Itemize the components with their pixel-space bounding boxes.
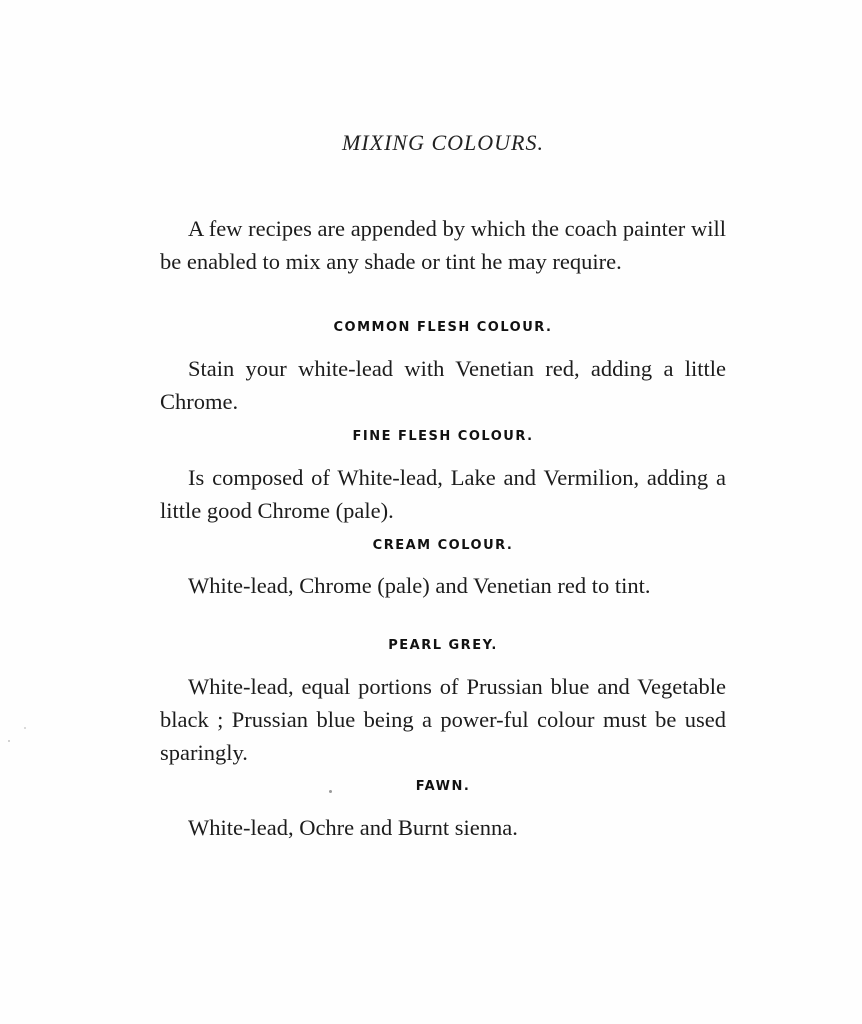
intro-paragraph: A few recipes are appended by which the coach painter will be enabled to mix any shade or tint he may require. — [160, 216, 726, 274]
recipe-pearl-grey-body — [160, 670, 726, 769]
recipe-text-cream: White-lead, Chrome (pale) and Venetian red to tint. — [188, 573, 651, 598]
intro-paragraph-block — [160, 212, 726, 278]
recipe-fawn-body — [160, 811, 726, 844]
recipe-common-flesh — [160, 320, 726, 335]
page-title: MIXING COLOURS. — [342, 130, 544, 155]
paper-speck — [8, 740, 10, 742]
recipe-fine-flesh — [160, 429, 726, 444]
recipe-common-flesh-body — [160, 352, 726, 418]
recipe-text-fine-flesh: Is composed of White-lead, Lake and Vermilion, adding a little good Chrome (pale). — [160, 465, 726, 523]
recipe-heading-pearl-grey: PEARL GREY. — [388, 638, 498, 653]
recipe-fawn — [160, 779, 726, 794]
recipe-text-pearl-grey: White-lead, equal portions of Prussian blue and Vegetable black ; Prussian blue being a power-ful colour must be used sparingly. — [160, 674, 726, 765]
recipe-heading-common-flesh: COMMON FLESH COLOUR. — [333, 320, 553, 335]
recipe-cream-body — [160, 569, 726, 602]
recipe-fine-flesh-body — [160, 461, 726, 527]
paper-speck — [329, 790, 332, 793]
recipe-pearl-grey — [160, 638, 726, 653]
recipe-heading-fawn: FAWN. — [415, 779, 471, 794]
recipe-cream — [160, 538, 726, 553]
paper-speck — [24, 727, 26, 729]
recipe-heading-fine-flesh: FINE FLESH COLOUR. — [352, 429, 534, 444]
recipe-heading-cream: CREAM COLOUR. — [372, 538, 514, 553]
recipe-text-common-flesh: Stain your white-lead with Venetian red, adding a little Chrome. — [160, 356, 726, 414]
recipe-text-fawn: White-lead, Ochre and Burnt sienna. — [188, 815, 518, 840]
